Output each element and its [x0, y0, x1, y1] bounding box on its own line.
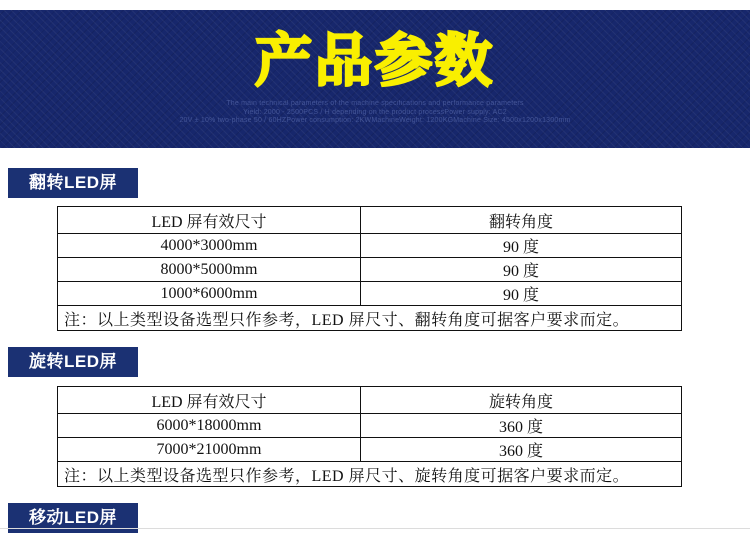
table-cell-size: 1000*6000mm: [58, 282, 361, 306]
banner-subtitle: [0, 100, 750, 126]
table-header-angle: 翻转角度: [361, 207, 682, 234]
page-title: 产品参数: [255, 29, 495, 93]
table-header-angle: 旋转角度: [361, 387, 682, 414]
table-row: [58, 438, 682, 462]
banner-subtitle-line: 20V ± 10% two-phase 50 / 60HZPower consumption: 2KWMachineWeight: 1200KGMachine Size: 4500x1200x1300mm: [179, 117, 571, 124]
table-note-row: [58, 306, 682, 331]
table-note: 注：以上类型设备选型只作参考，LED 屏尺寸、翻转角度可据客户要求而定。: [58, 306, 682, 331]
table-cell-size: 8000*5000mm: [58, 258, 361, 282]
table-cell-angle: 360 度: [361, 414, 682, 438]
table-cell-angle: 90 度: [361, 234, 682, 258]
table-cell-size: 4000*3000mm: [58, 234, 361, 258]
table-row: [58, 282, 682, 306]
flip-led-table: [57, 206, 682, 331]
table-header-row: [58, 207, 682, 234]
table-header-row: [58, 387, 682, 414]
table-cell-angle: 90 度: [361, 282, 682, 306]
table-note-row: [58, 462, 682, 487]
rotate-led-table: [57, 386, 682, 487]
table-cell-angle: 90 度: [361, 258, 682, 282]
table-cell-size: 7000*21000mm: [58, 438, 361, 462]
table-header-size: LED 屏有效尺寸: [58, 207, 361, 234]
section-label-flip-led: 翻转LED屏: [8, 168, 138, 198]
table-cell-size: 6000*18000mm: [58, 414, 361, 438]
table-header-size: LED 屏有效尺寸: [58, 387, 361, 414]
table-row: [58, 414, 682, 438]
table-row: [58, 234, 682, 258]
section-label-mobile-led: 移动LED屏: [8, 503, 138, 533]
table-cell-angle: 360 度: [361, 438, 682, 462]
banner-subtitle-line: Yield: 2000 - 2500PCS / H depending on the product processPower supply: AC2: [243, 108, 507, 116]
banner-subtitle-line: The main technical parameters of the machine specifications and performance parameters: [226, 100, 524, 107]
banner: [0, 10, 750, 148]
table-row: [58, 258, 682, 282]
table-note: 注：以上类型设备选型只作参考，LED 屏尺寸、旋转角度可据客户要求而定。: [58, 462, 682, 487]
section-label-rotate-led: 旋转LED屏: [8, 347, 138, 377]
